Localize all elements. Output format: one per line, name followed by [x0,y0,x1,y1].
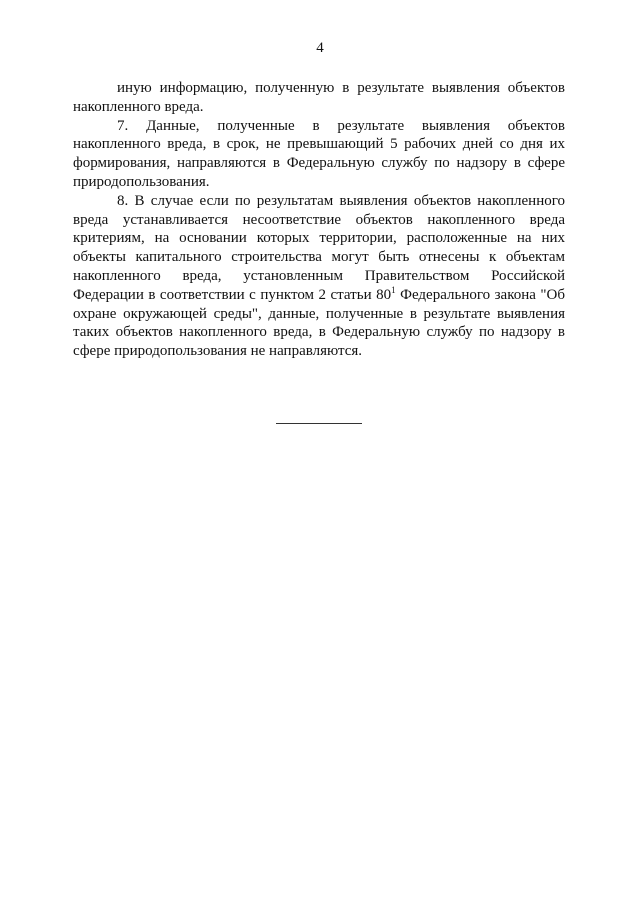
paragraph-text: иную информацию, полученную в результате выявления объектов накопленного вреда. [73,80,565,115]
superscript-article-index: 1 [391,284,396,295]
paragraph-number: 8. [117,192,129,209]
paragraph-7 [73,117,565,192]
paragraph-number: 7. [117,117,129,134]
paragraph-text: В случае если по результатам выявления объектов накопленного вреда устанавливается несоответствие объектов накопленного вреда критериям, на основании которых территории, расположенные на них объекты капитального строительства могут быть отнесены к объектам накопленного вреда, установленным Правительством Российской Федерации в соответствии с пунктом 2 статьи 80 [73,192,565,303]
paragraph-8 [73,192,565,361]
document-body [73,79,565,361]
paragraph-continuation [73,79,565,117]
paragraph-text: Данные, полученные в результате выявления объектов накопленного вреда, в срок, не превышающий 5 рабочих дней со дня их формирования, направляются в Федеральную службу по надзору в сфере природопользования. [73,117,565,190]
page-number: 4 [316,40,324,56]
end-separator-line [276,423,362,424]
paragraph-text-continued: Федерального закона "Об охране окружающей среды", данные, полученные в результате выявления таких объектов накопленного вреда, в Федеральную службу по надзору в сфере природопользования не направляются. [73,286,565,360]
